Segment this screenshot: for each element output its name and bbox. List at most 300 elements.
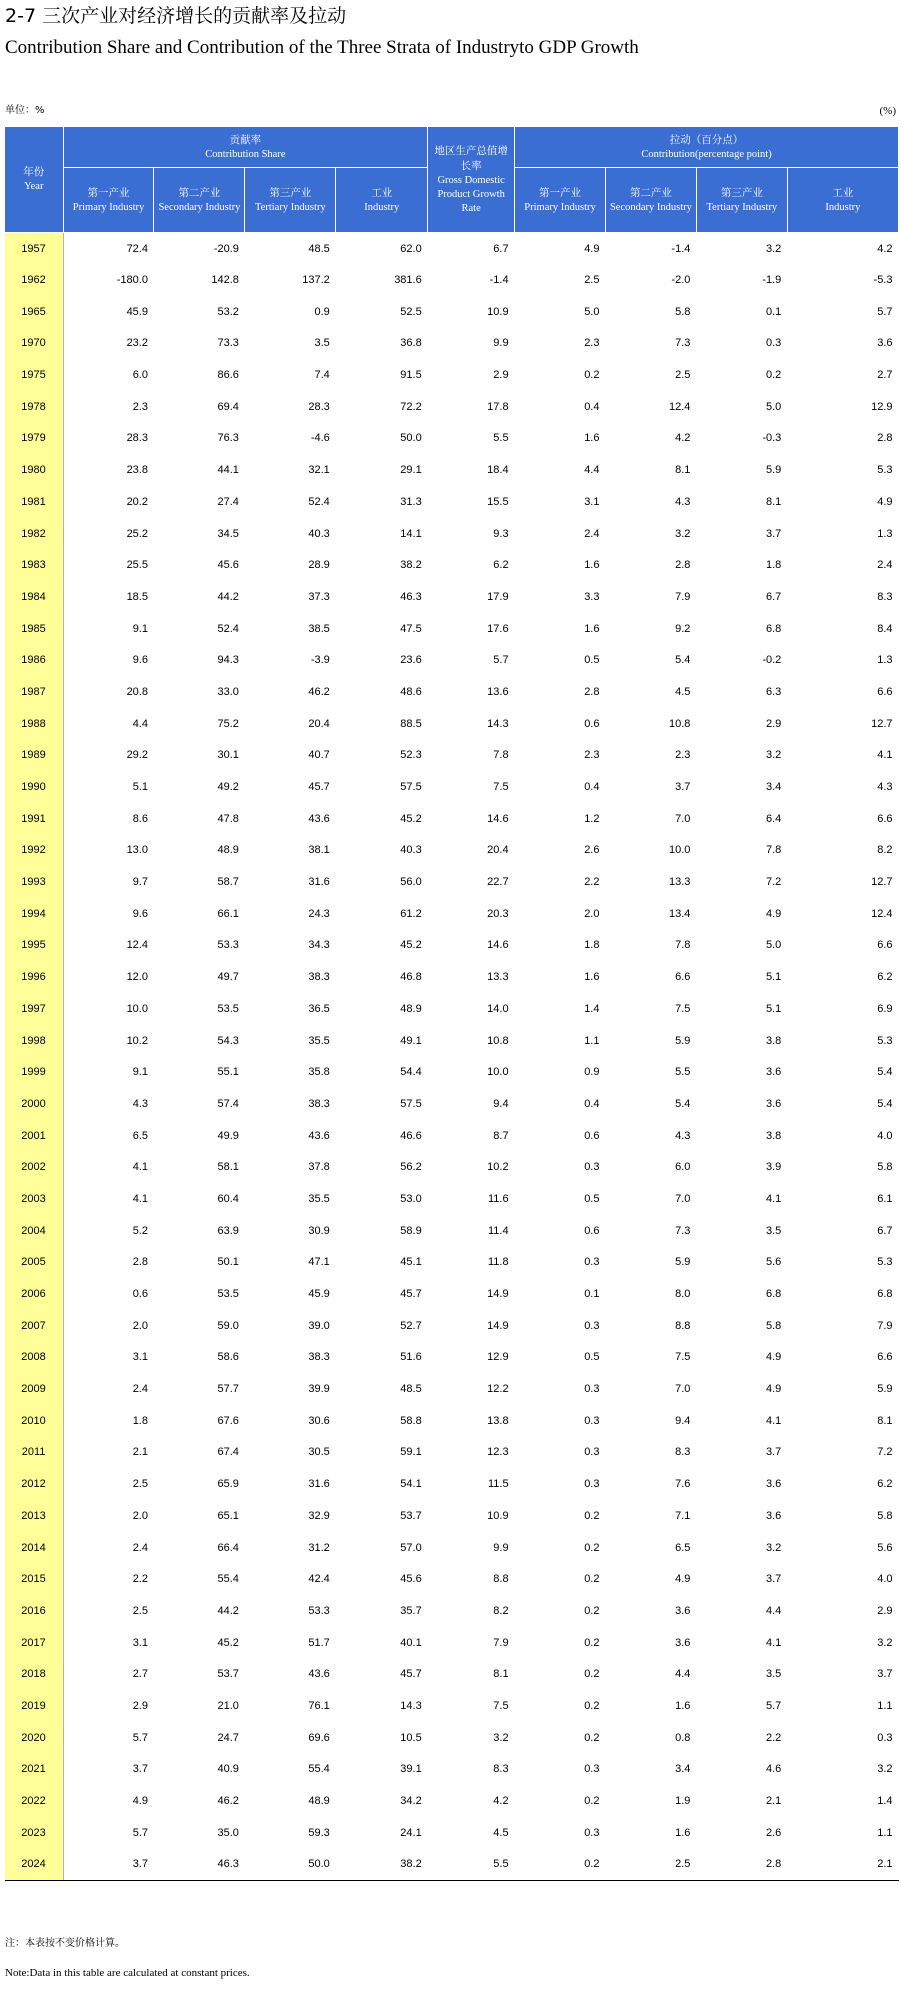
cell-share-tertiary: 50.0	[245, 1849, 336, 1881]
header-gdp-en: Gross Domestic Product Growth Rate	[437, 174, 505, 214]
cell-gdp-growth-rate: 20.3	[487, 907, 509, 920]
cell-year: 1996	[5, 961, 64, 993]
cell-share-tertiary: 28.3	[308, 400, 330, 413]
cell-pull-tertiary: 2.1	[766, 1795, 782, 1808]
cell-pull-primary: 0.4	[584, 781, 600, 794]
cell-gdp-growth-rate: 14.9	[487, 1319, 509, 1332]
table-row	[5, 1849, 899, 1881]
cell-share-primary: 10.2	[126, 1034, 148, 1047]
cell-pull-primary: 0.3	[584, 1446, 600, 1459]
cell-share-primary: 4.3	[132, 1097, 148, 1110]
cell-pull-industry: 7.2	[877, 1446, 893, 1459]
cell-pull-industry: 1.3	[877, 527, 893, 540]
cell-pull-secondary: -1.4	[671, 242, 691, 255]
header-year-en: Year	[24, 181, 44, 192]
cell-pull-industry: 5.8	[877, 1161, 893, 1174]
cell-gdp-growth-rate: 11.6	[487, 1192, 509, 1205]
footnote-chinese: 注：本表按不变价格计算。	[5, 1938, 125, 1949]
table-row	[5, 1785, 899, 1817]
cell-pull-primary: 2.8	[584, 685, 600, 698]
table-row	[5, 549, 899, 581]
cell-pull-industry: 1.3	[877, 654, 893, 667]
cell-pull-industry: 5.7	[877, 305, 893, 318]
cell-pull-secondary: 2.8	[675, 559, 691, 572]
cell-share-industry: 48.5	[400, 1383, 422, 1396]
cell-gdp-growth-rate: 8.1	[493, 1668, 509, 1681]
cell-share-tertiary: 48.5	[308, 242, 330, 255]
cell-share-tertiary: 45.7	[308, 781, 330, 794]
cell-share-industry: 61.2	[400, 907, 422, 920]
cell-pull-primary: 1.6	[584, 622, 600, 635]
cell-year: 1994	[5, 898, 64, 930]
cell-pull-primary: 2.4	[584, 527, 600, 540]
table-row	[5, 1373, 899, 1405]
cell-year: 2008	[5, 1342, 64, 1374]
table-row	[5, 1278, 899, 1310]
cell-share-primary: 9.6	[132, 907, 148, 920]
cell-pull-industry: 3.7	[877, 1668, 893, 1681]
cell-year: 1981	[5, 486, 64, 518]
table-row	[5, 866, 899, 898]
cell-gdp-growth-rate: 5.5	[428, 1849, 515, 1881]
table-row	[5, 1532, 899, 1564]
cell-pull-primary: 0.2	[584, 1668, 600, 1681]
cell-share-secondary: 30.1	[217, 749, 239, 762]
cell-share-industry: 39.1	[400, 1763, 422, 1776]
cell-share-primary: 5.7	[132, 1731, 148, 1744]
cell-pull-industry: 12.7	[871, 876, 893, 889]
cell-share-primary: 6.0	[132, 369, 148, 382]
table-row	[5, 1690, 899, 1722]
cell-pull-primary: 0.2	[584, 1573, 600, 1586]
cell-share-industry: 72.2	[400, 400, 422, 413]
cell-pull-tertiary: 2.9	[766, 717, 782, 730]
cell-share-industry: 38.2	[400, 559, 422, 572]
cell-share-secondary: 47.8	[217, 812, 239, 825]
cell-pull-secondary: 3.4	[675, 1763, 691, 1776]
cell-share-tertiary: 55.4	[308, 1763, 330, 1776]
cell-year: 1992	[5, 835, 64, 867]
cell-year: 1990	[5, 771, 64, 803]
cell-pull-primary: 0.3	[584, 1161, 600, 1174]
cell-share-secondary: 24.7	[217, 1731, 239, 1744]
cell-pull-primary: 0.2	[584, 369, 600, 382]
cell-share-secondary: 94.3	[217, 654, 239, 667]
cell-pull-primary: 4.9	[584, 242, 600, 255]
cell-share-secondary: 35.0	[217, 1826, 239, 1839]
table-body	[5, 233, 899, 1881]
cell-pull-tertiary: 1.8	[766, 559, 782, 572]
cell-pull-tertiary: 2.6	[766, 1826, 782, 1839]
cell-pull-secondary: 0.8	[675, 1731, 691, 1744]
table-row	[5, 391, 899, 423]
table-row	[5, 1722, 899, 1754]
cell-pull-industry: 5.3	[877, 464, 893, 477]
table-row	[5, 1817, 899, 1849]
cell-pull-secondary: 9.4	[675, 1414, 691, 1427]
cell-gdp-growth-rate: 13.8	[487, 1414, 509, 1427]
cell-share-tertiary: 69.6	[308, 1731, 330, 1744]
cell-pull-industry: 5.9	[877, 1383, 893, 1396]
cell-share-primary: 12.0	[126, 971, 148, 984]
cell-year: 1982	[5, 518, 64, 550]
table-row	[5, 486, 899, 518]
cell-share-secondary: 52.4	[217, 622, 239, 635]
cell-gdp-growth-rate: 5.7	[493, 654, 509, 667]
cell-pull-tertiary: 4.4	[766, 1604, 782, 1617]
cell-share-secondary: 63.9	[217, 1224, 239, 1237]
cell-share-tertiary: 43.6	[308, 1129, 330, 1142]
cell-pull-secondary: 5.8	[675, 305, 691, 318]
cell-gdp-growth-rate: 2.9	[493, 369, 509, 382]
cell-gdp-growth-rate: 12.9	[487, 1351, 509, 1364]
cell-share-industry: 40.3	[400, 844, 422, 857]
table-row	[5, 1056, 899, 1088]
cell-pull-primary: 0.9	[584, 1066, 600, 1079]
cell-pull-tertiary: 3.5	[766, 1668, 782, 1681]
cell-pull-secondary: 7.3	[675, 1224, 691, 1237]
cell-share-primary: 4.4	[132, 717, 148, 730]
cell-share-primary: 4.9	[132, 1795, 148, 1808]
unit-label: 单位：%	[5, 105, 45, 116]
cell-share-secondary: 60.4	[217, 1192, 239, 1205]
cell-share-secondary: 53.7	[217, 1668, 239, 1681]
cell-pull-industry: 5.3	[877, 1256, 893, 1269]
header-pull-primary: 第一产业 Primary Industry	[515, 168, 606, 233]
cell-pull-secondary: 6.5	[675, 1541, 691, 1554]
cell-pull-industry: 5.4	[877, 1097, 893, 1110]
cell-pull-industry: 4.0	[877, 1573, 893, 1586]
cell-gdp-growth-rate: 18.4	[487, 464, 509, 477]
cell-share-secondary: 27.4	[217, 495, 239, 508]
cell-share-industry: 45.7	[400, 1288, 422, 1301]
cell-share-industry: 49.1	[400, 1034, 422, 1047]
cell-pull-tertiary: 4.9	[766, 907, 782, 920]
cell-pull-primary: 3.3	[584, 590, 600, 603]
cell-share-secondary: 53.5	[217, 1002, 239, 1015]
cell-share-secondary: 50.1	[217, 1256, 239, 1269]
header-year	[5, 127, 64, 233]
cell-share-secondary: 40.9	[217, 1763, 239, 1776]
cell-pull-primary: 0.3	[584, 1414, 600, 1427]
cell-pull-primary: 0.4	[584, 1097, 600, 1110]
cell-share-secondary: 45.6	[217, 559, 239, 572]
cell-pull-secondary: 8.0	[675, 1288, 691, 1301]
cell-share-secondary: 45.2	[217, 1636, 239, 1649]
cell-share-secondary: -20.9	[213, 242, 239, 255]
cell-pull-tertiary: 5.9	[766, 464, 782, 477]
cell-year: 1997	[5, 993, 64, 1025]
cell-share-industry: 53.0	[400, 1192, 422, 1205]
cell-pull-primary: 1.6	[584, 971, 600, 984]
cell-share-industry: 14.1	[400, 527, 422, 540]
cell-gdp-growth-rate: 4.2	[493, 1795, 509, 1808]
cell-pull-secondary: 5.4	[675, 1097, 691, 1110]
cell-share-tertiary: 37.8	[308, 1161, 330, 1174]
cell-share-primary: 45.9	[126, 305, 148, 318]
cell-pull-industry: 2.7	[877, 369, 893, 382]
cell-pull-industry: 12.4	[871, 907, 893, 920]
cell-gdp-growth-rate: 7.5	[493, 1699, 509, 1712]
cell-share-secondary: 46.2	[217, 1795, 239, 1808]
cell-share-industry: 45.7	[400, 1668, 422, 1681]
cell-pull-industry: 6.2	[877, 1478, 893, 1491]
cell-pull-primary: 0.2	[584, 1731, 600, 1744]
cell-share-secondary: 53.5	[217, 1288, 239, 1301]
table-row	[5, 1088, 899, 1120]
cell-pull-secondary: 8.8	[675, 1319, 691, 1332]
cell-share-primary: 28.3	[126, 432, 148, 445]
cell-share-primary: 2.1	[132, 1446, 148, 1459]
table-row	[5, 264, 899, 296]
cell-pull-tertiary: 4.6	[766, 1763, 782, 1776]
cell-gdp-growth-rate: 13.6	[487, 685, 509, 698]
cell-share-tertiary: 0.9	[314, 305, 330, 318]
cell-pull-industry: 1.1	[877, 1826, 893, 1839]
cell-pull-secondary: 7.5	[675, 1002, 691, 1015]
cell-share-primary: -180.0	[116, 274, 148, 287]
cell-share-industry: 56.0	[400, 876, 422, 889]
cell-share-secondary: 44.2	[217, 1604, 239, 1617]
cell-gdp-growth-rate: 7.9	[493, 1636, 509, 1649]
cell-year: 2019	[5, 1690, 64, 1722]
cell-gdp-growth-rate: 4.5	[493, 1826, 509, 1839]
cell-year: 2015	[5, 1563, 64, 1595]
cell-pull-secondary: 2.5	[675, 369, 691, 382]
cell-pull-tertiary: 5.1	[766, 1002, 782, 1015]
cell-share-industry: 40.1	[400, 1636, 422, 1649]
cell-pull-secondary: 7.0	[675, 812, 691, 825]
header-gdp-cn: 地区生产总值增长率	[434, 144, 508, 172]
cell-share-primary: 3.7	[132, 1763, 148, 1776]
cell-gdp-growth-rate: 10.2	[487, 1161, 509, 1174]
cell-share-industry: 45.1	[400, 1256, 422, 1269]
cell-year: 1999	[5, 1056, 64, 1088]
table-row	[5, 1310, 899, 1342]
table-row	[5, 1151, 899, 1183]
cell-pull-secondary: 7.8	[675, 939, 691, 952]
cell-pull-primary: 0.6	[584, 1129, 600, 1142]
cell-share-secondary: 33.0	[217, 685, 239, 698]
cell-year: 2004	[5, 1215, 64, 1247]
cell-share-industry: 91.5	[400, 369, 422, 382]
cell-pull-industry: 5.3	[877, 1034, 893, 1047]
cell-pull-industry: 12.7	[871, 717, 893, 730]
cell-share-tertiary: 40.7	[308, 749, 330, 762]
cell-pull-tertiary: 3.6	[766, 1066, 782, 1079]
cell-share-primary: 12.4	[126, 939, 148, 952]
cell-share-secondary: 49.7	[217, 971, 239, 984]
cell-pull-industry: 5.4	[877, 1066, 893, 1079]
cell-pull-industry: 5.6	[877, 1541, 893, 1554]
cell-share-secondary: 59.0	[217, 1319, 239, 1332]
cell-share-industry: 58.9	[400, 1224, 422, 1237]
cell-year: 2002	[5, 1151, 64, 1183]
cell-share-secondary: 66.4	[217, 1541, 239, 1554]
cell-pull-industry: 6.1	[877, 1192, 893, 1205]
cell-share-primary: 9.1	[132, 1066, 148, 1079]
cell-share-tertiary: 40.3	[308, 527, 330, 540]
cell-share-tertiary: 35.5	[308, 1192, 330, 1205]
cell-year: 1987	[5, 676, 64, 708]
cell-pull-primary: 5.0	[584, 305, 600, 318]
cell-year: 2023	[5, 1817, 64, 1849]
cell-share-secondary: 86.6	[217, 369, 239, 382]
header-year-cn: 年份	[23, 166, 45, 178]
cell-share-industry: 34.2	[400, 1795, 422, 1808]
cell-share-secondary: 44.1	[217, 464, 239, 477]
cell-pull-tertiary: 3.7	[766, 527, 782, 540]
cell-share-primary: 20.2	[126, 495, 148, 508]
cell-share-secondary: 57.7	[217, 1383, 239, 1396]
cell-pull-tertiary: -0.2	[762, 654, 782, 667]
cell-pull-tertiary: 6.7	[766, 590, 782, 603]
cell-year: 2007	[5, 1310, 64, 1342]
table-row	[5, 708, 899, 740]
cell-pull-secondary: 13.4	[668, 907, 691, 920]
cell-pull-industry: 3.2	[877, 1763, 893, 1776]
table-row	[5, 1500, 899, 1532]
cell-year: 1957	[5, 233, 64, 265]
cell-year: 1965	[5, 296, 64, 328]
cell-share-tertiary: 31.6	[308, 1478, 330, 1491]
cell-share-primary: 3.1	[132, 1351, 148, 1364]
header-share-cn: 贡献率	[229, 133, 262, 146]
header-contribution-points	[515, 127, 899, 168]
cell-pull-secondary: 10.8	[668, 717, 691, 730]
cell-share-tertiary: 7.4	[314, 369, 330, 382]
cell-share-primary: 5.2	[132, 1224, 148, 1237]
cell-share-industry: 23.6	[400, 654, 422, 667]
cell-year: 1962	[5, 264, 64, 296]
cell-pull-secondary: 4.9	[675, 1573, 691, 1586]
cell-pull-primary: 0.5	[584, 1351, 600, 1364]
cell-share-tertiary: 43.6	[308, 1668, 330, 1681]
cell-pull-industry: 5.8	[877, 1509, 893, 1522]
cell-pull-secondary: 4.3	[675, 1129, 691, 1142]
cell-share-industry: 48.6	[400, 685, 422, 698]
table-title-chinese: 2-7 三次产业对经济增长的贡献率及拉动	[5, 5, 347, 27]
cell-share-industry: 29.1	[400, 464, 422, 477]
cell-pull-industry: 4.9	[877, 495, 893, 508]
cell-share-primary: 9.6	[132, 654, 148, 667]
cell-share-industry: 52.7	[400, 1319, 422, 1332]
cell-pull-primary: 0.2	[584, 1636, 600, 1649]
cell-share-tertiary: 38.3	[308, 1097, 330, 1110]
cell-pull-primary: 1.6	[584, 559, 600, 572]
cell-pull-industry: 2.9	[877, 1604, 893, 1617]
cell-pull-tertiary: 3.4	[766, 781, 782, 794]
cell-gdp-growth-rate: 6.7	[493, 242, 509, 255]
cell-share-primary: 2.0	[132, 1319, 148, 1332]
cell-share-primary: 3.1	[132, 1636, 148, 1649]
cell-gdp-growth-rate: 12.2	[487, 1383, 509, 1396]
cell-pull-secondary: 6.0	[675, 1161, 691, 1174]
cell-share-industry: 56.2	[400, 1161, 422, 1174]
cell-year: 1995	[5, 930, 64, 962]
table-row	[5, 930, 899, 962]
cell-pull-tertiary: 3.2	[766, 1541, 782, 1554]
cell-pull-industry: 2.8	[877, 432, 893, 445]
cell-share-tertiary: 32.9	[308, 1509, 330, 1522]
cell-pull-tertiary: 3.6	[766, 1478, 782, 1491]
cell-share-primary: 25.2	[126, 527, 148, 540]
cell-share-primary: 25.5	[126, 559, 148, 572]
cell-pull-industry: 3.2	[877, 1636, 893, 1649]
cell-share-secondary: 44.2	[217, 590, 239, 603]
cell-pull-secondary: 7.9	[675, 590, 691, 603]
cell-gdp-growth-rate: 14.6	[487, 812, 509, 825]
cell-pull-tertiary: 8.1	[766, 495, 782, 508]
cell-share-primary: 10.0	[126, 1002, 148, 1015]
cell-gdp-growth-rate: 17.9	[487, 590, 509, 603]
cell-gdp-growth-rate: 15.5	[487, 495, 509, 508]
cell-share-industry: 36.8	[400, 337, 422, 350]
table-row	[5, 740, 899, 772]
cell-gdp-growth-rate: 10.9	[487, 1509, 509, 1522]
cell-share-tertiary: 3.5	[314, 337, 330, 350]
cell-share-tertiary: 38.3	[308, 1351, 330, 1364]
cell-share-industry: 54.4	[400, 1066, 422, 1079]
cell-year: 1980	[5, 454, 64, 486]
cell-share-industry: 88.5	[400, 717, 422, 730]
header-contribution-share	[63, 127, 428, 168]
cell-share-primary: 2.7	[132, 1668, 148, 1681]
table-row	[5, 454, 899, 486]
cell-share-industry: 38.2	[336, 1849, 428, 1881]
cell-year: 2012	[5, 1468, 64, 1500]
cell-pull-tertiary: 3.8	[766, 1034, 782, 1047]
cell-share-secondary: 58.1	[217, 1161, 239, 1174]
cell-gdp-growth-rate: -1.4	[489, 274, 509, 287]
cell-share-tertiary: 32.1	[308, 464, 330, 477]
cell-share-secondary: 34.5	[217, 527, 239, 540]
cell-share-primary: 29.2	[126, 749, 148, 762]
header-share-industry: 工业 Industry	[336, 168, 428, 233]
cell-pull-secondary: 7.0	[675, 1192, 691, 1205]
cell-share-tertiary: -3.9	[310, 654, 330, 667]
table-row	[5, 328, 899, 360]
cell-share-secondary: 67.4	[217, 1446, 239, 1459]
cell-pull-tertiary: 0.1	[766, 305, 782, 318]
cell-gdp-growth-rate: 8.7	[493, 1129, 509, 1142]
cell-share-secondary: 58.6	[217, 1351, 239, 1364]
cell-share-secondary: 73.3	[217, 337, 239, 350]
cell-pull-primary: 1.4	[584, 1002, 600, 1015]
cell-pull-tertiary: 5.8	[766, 1319, 782, 1332]
cell-pull-tertiary: -1.9	[762, 274, 782, 287]
cell-share-industry: 62.0	[400, 242, 422, 255]
cell-pull-industry: 4.1	[877, 749, 893, 762]
header-pull-secondary: 第二产业 Secondary Industry	[605, 168, 696, 233]
cell-share-secondary: 58.7	[217, 876, 239, 889]
cell-share-industry: 31.3	[400, 495, 422, 508]
cell-pull-tertiary: 3.5	[766, 1224, 782, 1237]
cell-pull-industry: 0.3	[877, 1731, 893, 1744]
cell-pull-primary: 0.4	[584, 400, 600, 413]
cell-pull-secondary: 5.9	[675, 1256, 691, 1269]
cell-share-industry: 57.5	[400, 781, 422, 794]
cell-share-secondary: 49.2	[217, 781, 239, 794]
cell-share-tertiary: 59.3	[308, 1826, 330, 1839]
cell-pull-tertiary: 6.3	[766, 685, 782, 698]
cell-share-primary: 9.1	[132, 622, 148, 635]
cell-pull-primary: 0.3	[584, 1478, 600, 1491]
cell-pull-primary: 0.6	[584, 1224, 600, 1237]
cell-share-secondary: 66.1	[217, 907, 239, 920]
cell-pull-primary: 0.2	[584, 1699, 600, 1712]
cell-share-secondary: 76.3	[217, 432, 239, 445]
